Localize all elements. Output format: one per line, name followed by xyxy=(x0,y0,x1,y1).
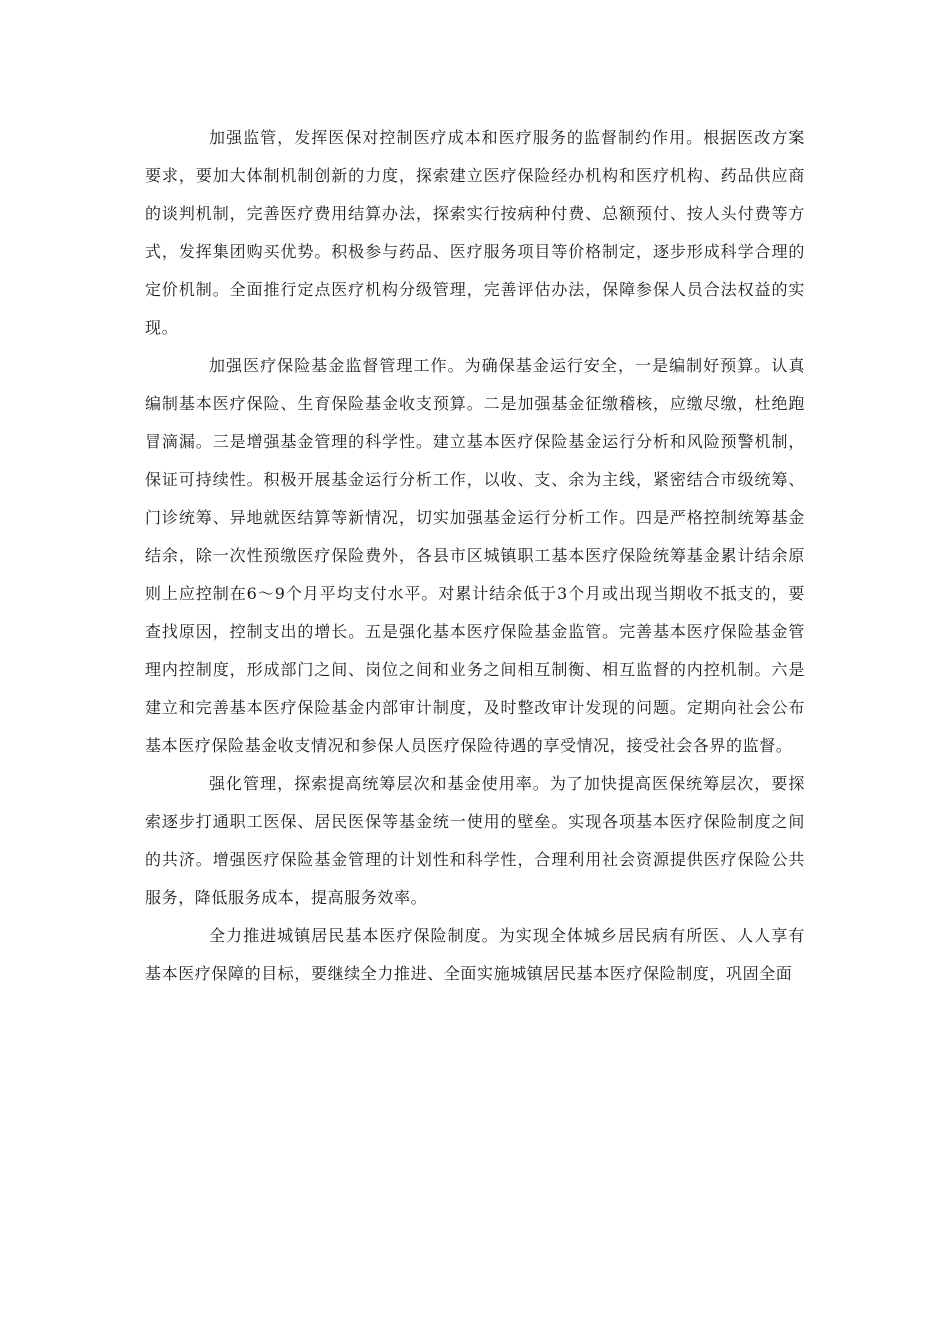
paragraph-pooling-level: 强化管理，探索提高统筹层次和基金使用率。为了加快提高医保统筹层次，要探索逐步打通职工医保、居民医保等基金统一使用的壁垒。实现各项基本医疗保险制度之间的共济。增强医疗保险基金管理的计划性和科学性，合理利用社会资源提供医疗保险公共服务，降低服务成本，提高服务效率。 xyxy=(145,774,805,907)
document-body xyxy=(145,119,805,993)
paragraph-fund-management: 加强医疗保险基金监督管理工作。为确保基金运行安全，一是编制好预算。认真编制基本医疗保险、生育保险基金收支预算。二是加强基金征缴稽核，应缴尽缴，杜绝跑冒滴漏。三是增强基金管理的科学性。建立基本医疗保险基金运行分析和风险预警机制，保证可持续性。积极开展基金运行分析工作，以收、支、余为主线，紧密结合市级统筹、门诊统筹、异地就医结算等新情况，切实加强基金运行分析工作。四是严格控制统筹基金结余，除一次性预缴医疗保险费外，各县市区城镇职工基本医疗保险统筹基金累计结余原则上应控制在6～9个月平均支付水平。对累计结余低于3个月或出现当期收不抵支的，要查找原因，控制支出的增长。五是强化基本医疗保险基金监管。完善基本医疗保险基金管理内控制度，形成部门之间、岗位之间和业务之间相互制衡、相互监督的内控机制。六是建立和完善基本医疗保险基金内部审计制度，及时整改审计发现的问题。定期向社会公布基本医疗保险基金收支情况和参保人员医疗保险待遇的享受情况，接受社会各界的监督。 xyxy=(145,356,805,755)
paragraph-supervision: 加强监管，发挥医保对控制医疗成本和医疗服务的监督制约作用。根据医改方案要求，要加大体制机制创新的力度，探索建立医疗保险经办机构和医疗机构、药品供应商的谈判机制，完善医疗费用结算办法，探索实行按病种付费、总额预付、按人头付费等方式，发挥集团购买优势。积极参与药品、医疗服务项目等价格制定，逐步形成科学合理的定价机制。全面推行定点医疗机构分级管理，完善评估办法，保障参保人员合法权益的实现。 xyxy=(145,128,805,337)
paragraph-resident-insurance: 全力推进城镇居民基本医疗保险制度。为实现全体城乡居民病有所医、人人享有基本医疗保障的目标，要继续全力推进、全面实施城镇居民基本医疗保险制度，巩固全面 xyxy=(145,926,805,983)
